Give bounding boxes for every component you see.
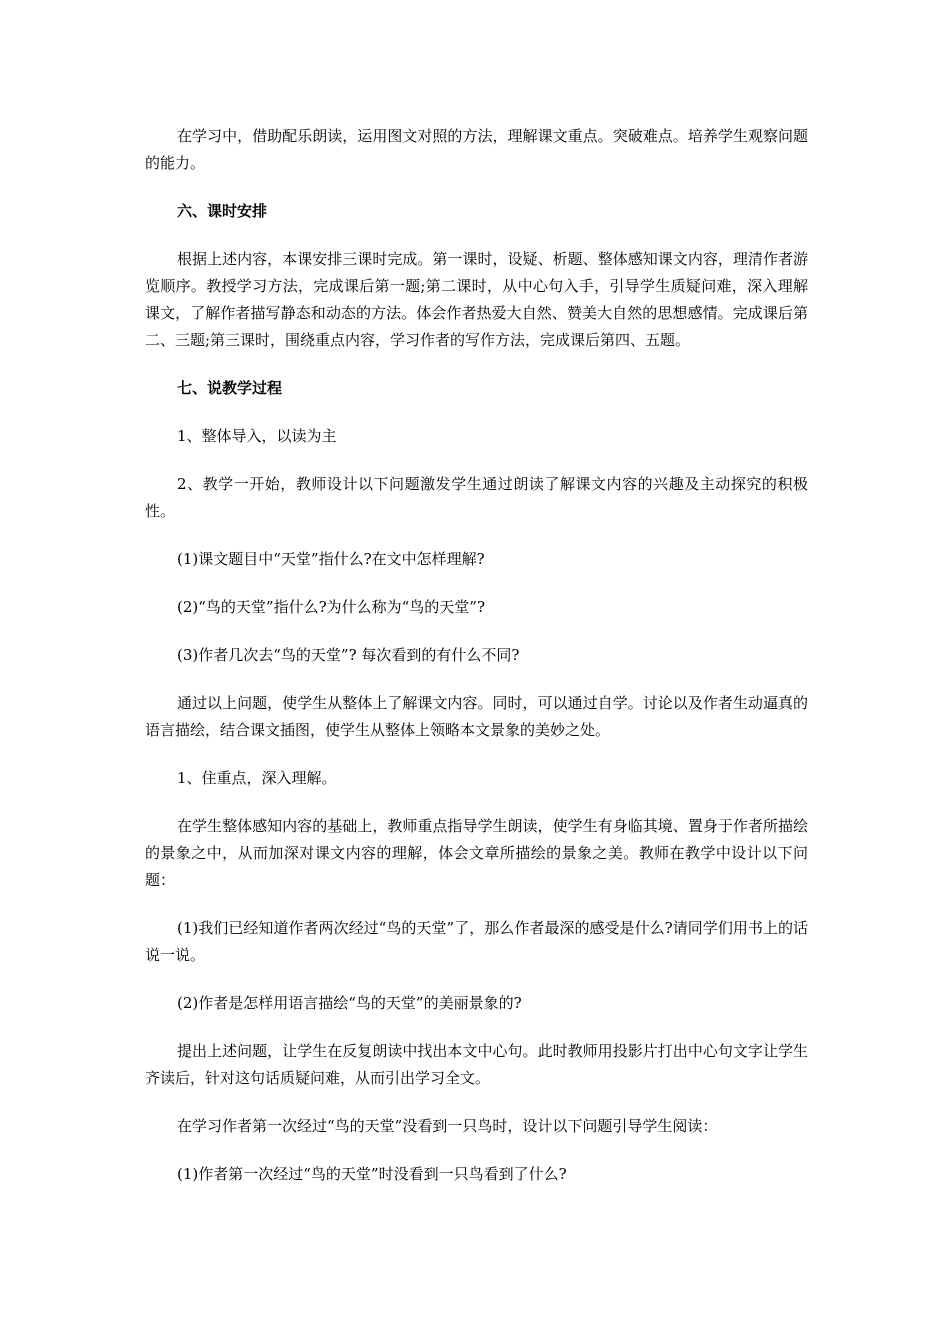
- paragraph-learning-method: 在学习中，借助配乐朗读，运用图文对照的方法，理解课文重点。突破难点。培养学生观察问题的能力。: [145, 127, 808, 172]
- question-3: (3)作者几次去“鸟的天堂”? 每次看到的有什么不同?: [177, 646, 520, 664]
- question-6: (1)作者第一次经过“鸟的天堂”时没看到一只鸟看到了什么?: [177, 1165, 567, 1183]
- paragraph-overview: 通过以上问题，使学生从整体上了解课文内容。同时，可以通过自学。讨论以及作者生动逼真的语言描绘，结合课文插图，使学生从整体上领略本文景象的美妙之处。: [145, 694, 808, 739]
- question-2: (2)“鸟的天堂”指什么?为什么称为“鸟的天堂”?: [177, 598, 486, 616]
- question-5: (2)作者是怎样用语言描绘“鸟的天堂”的美丽景象的?: [177, 994, 522, 1012]
- paragraph-guided-reading: 在学生整体感知内容的基础上，教师重点指导学生朗读，使学生有身临其境、置身于作者所描绘的景象之中，从而加深对课文内容的理解，体会文章所描绘的景象之美。教师在教学中设计以下问题：: [145, 817, 808, 889]
- document-body: [145, 123, 808, 1209]
- paragraph-step-1: 1、整体导入，以读为主: [177, 427, 337, 445]
- section-heading-process: 七、说教学过程: [177, 379, 283, 397]
- paragraph-central-sentence: 提出上述问题，让学生在反复朗读中找出本文中心句。此时教师用投影片打出中心句文字让学生齐读后，针对这句话质疑问难，从而引出学习全文。: [145, 1042, 808, 1087]
- question-1: (1)课文题目中“天堂”指什么?在文中怎样理解?: [177, 550, 485, 568]
- paragraph-schedule: 根据上述内容，本课安排三课时完成。第一课时，设疑、析题、整体感知课文内容，理清作者游览顺序。教授学习方法，完成课后第一题;第二课时，从中心句入手，引导学生质疑问难，深入理解课文，了解作者描写静态和动态的方法。体会作者热爱大自然、赞美大自然的思想感情。完成课后第二、三题;第三课时，围绕重点内容，学习作者的写作方法，完成课后第四、五题。: [145, 250, 808, 349]
- section-heading-schedule: 六、课时安排: [177, 202, 268, 220]
- paragraph-first-visit: 在学习作者第一次经过“鸟的天堂”没看到一只鸟时，设计以下问题引导学生阅读：: [177, 1117, 718, 1135]
- paragraph-key-points: 1、住重点，深入理解。: [177, 769, 337, 787]
- paragraph-step-2: 2、教学一开始，教师设计以下问题激发学生通过朗读了解课文内容的兴趣及主动探究的积极性。: [145, 475, 808, 520]
- question-4: (1)我们已经知道作者两次经过“鸟的天堂”了，那么作者最深的感受是什么?请同学们用书上的话说一说。: [145, 919, 808, 964]
